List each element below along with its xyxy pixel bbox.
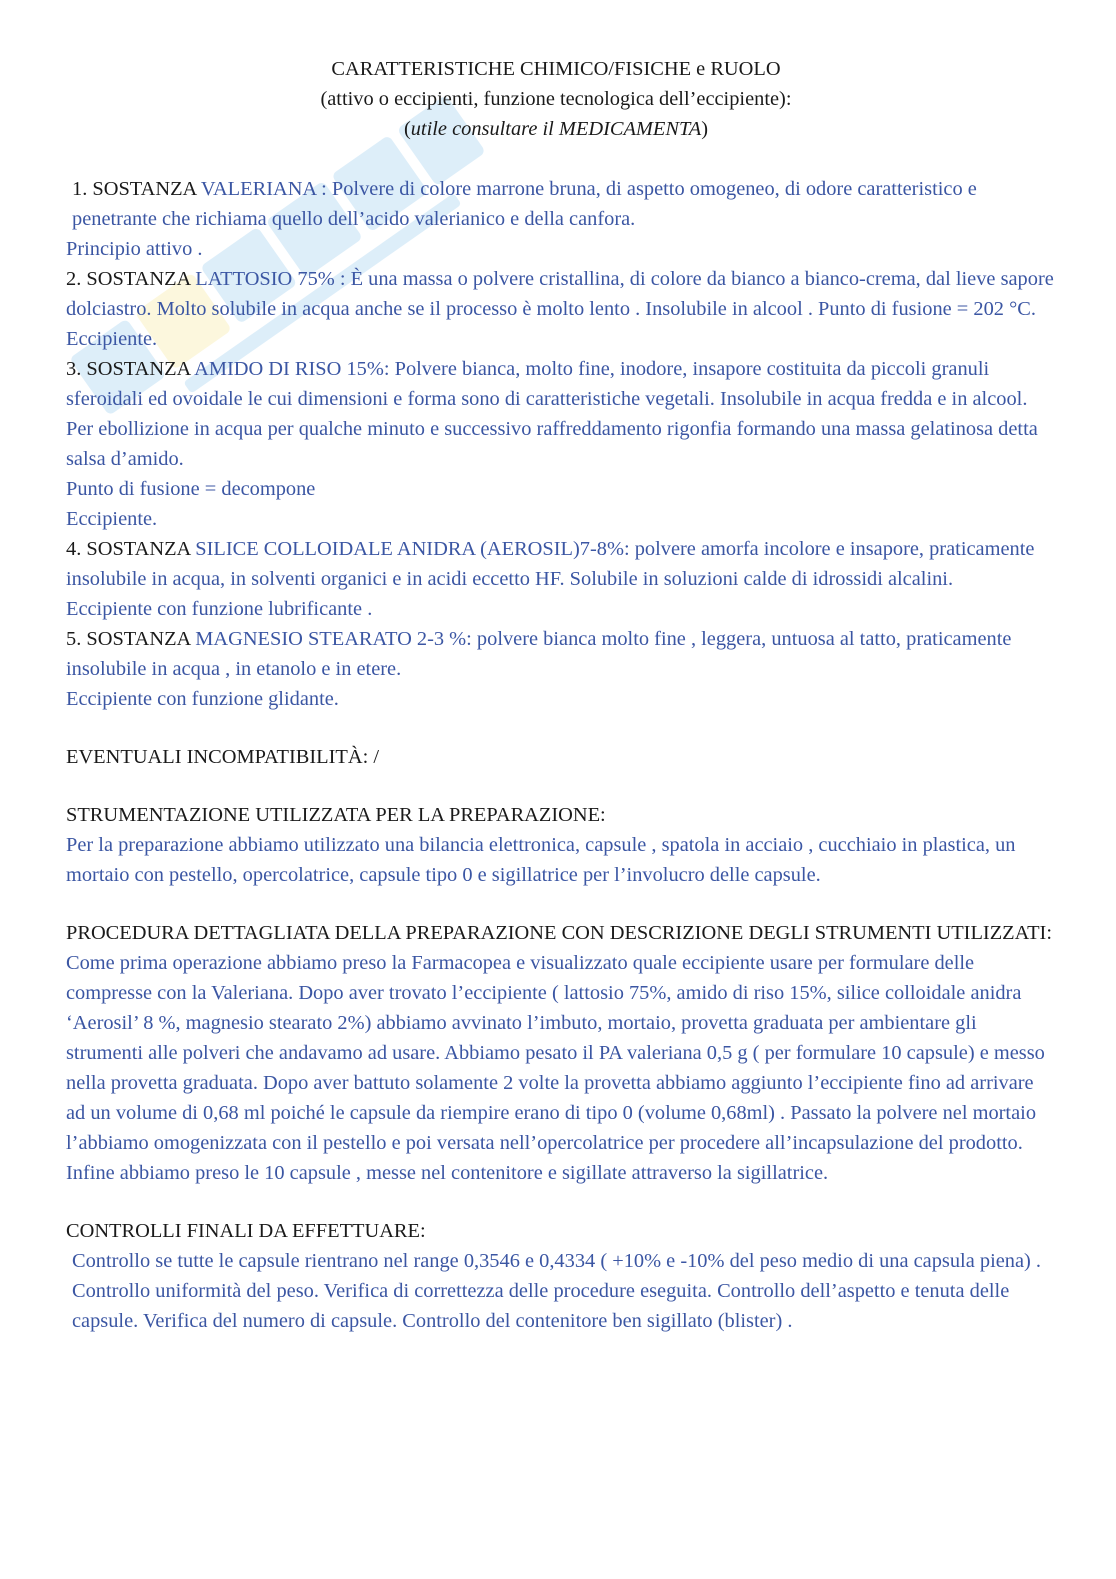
title-line-1: CARATTERISTICHE CHIMICO/FISICHE e RUOLO: [331, 58, 781, 80]
substance-description: SILICE COLLOIDALE ANIDRA (AEROSIL)7-8%: polvere amorfa incolore e insapore, praticamente insolubile in acqua, in solventi organici e in acidi eccetto HF. Solubile in soluzioni calde di idrossidi alcalini.: [66, 538, 1035, 590]
instruments-heading: STRUMENTAZIONE UTILIZZATA PER LA PREPARAZIONE:: [66, 804, 606, 826]
substance-label: 4. SOSTANZA: [66, 538, 196, 560]
substance-description: MAGNESIO STEARATO 2-3 %: polvere bianca molto fine , leggera, untuosa al tatto, praticamente insolubile in acqua , in etanolo e in etere.: [66, 628, 1012, 680]
substance-role: Eccipiente.: [66, 328, 158, 350]
substance-label: 5. SOSTANZA: [66, 628, 196, 650]
document-title: [56, 54, 1056, 144]
substance-label: 2. SOSTANZA: [66, 268, 196, 290]
substance-label: 3. SOSTANZA: [66, 358, 195, 380]
substance-2: [66, 264, 1056, 354]
substance-role: Principio attivo .: [66, 238, 203, 260]
incompatibility-heading: EVENTUALI INCOMPATIBILITÀ: /: [66, 746, 380, 768]
substance-extra: Punto di fusione = decompone: [66, 478, 316, 500]
substance-role: Eccipiente con funzione glidante.: [66, 688, 339, 710]
substance-role: Eccipiente con funzione lubrificante .: [66, 598, 373, 620]
title-line-3: (utile consultare il MEDICAMENTA): [403, 118, 709, 140]
substance-description: AMIDO DI RISO 15%: Polvere bianca, molto fine, inodore, insapore costituita da piccoli granuli sferoidali ed ovoidale le cui dimensioni e forma sono di caratteristiche vegetali. Insolubile in acqua fredda e in alcool. Per ebollizione in acqua per qualche minuto e successivo raffreddamento rigonfia formando una massa gelatinosa detta salsa d’amido.: [66, 358, 1038, 470]
substance-5: [66, 624, 1056, 714]
instruments-text: Per la preparazione abbiamo utilizzato una bilancia elettronica, capsule , spatola in acciaio , cucchiaio in plastica, un mortaio con pestello, opercolatrice, capsule tipo 0 e sigillatrice per l’involucro delle capsule.: [66, 834, 1016, 886]
controls-text: Controllo se tutte le capsule rientrano nel range 0,3546 e 0,4334 ( +10% e -10% del peso medio di una capsula piena) . Controllo uniformità del peso. Verifica di correttezza delle procedure eseguita. Controllo dell’aspetto e tenuta delle capsule. Verifica del numero di capsule. Controllo del contenitore ben sigillato (blister) .: [72, 1250, 1042, 1332]
document-page: [66, 54, 1056, 1336]
procedure-text: Come prima operazione abbiamo preso la Farmacopea e visualizzato quale eccipiente usare per formulare delle compresse con la Valeriana. Dopo aver trovato l’eccipiente ( lattosio 75%, amido di riso 15%, silice colloidale anidra ‘Aerosil’ 8 %, magnesio stearato 2%) abbiamo avvinato l’imbuto, mortaio, provetta graduata per ambientare gli strumenti alle polveri che andavamo ad usare. Abbiamo pesato il PA valeriana 0,5 g ( per formulare 10 capsule) e messo nella provetta graduata. Dopo aver battuto solamente 2 volte la provetta abbiamo aggiunto l’eccipiente fino ad arrivare ad un volume di 0,68 ml poiché le capsule da riempire erano di tipo 0 (volume 0,68ml) . Passato la polvere nel mortaio l’abbiamo omogenizzata con il pestello e poi versata nell’opercolatrice per procedere all’incapsulazione del prodotto. Infine abbiamo preso le 10 capsule , messe nel contenitore e sigillate attraverso la sigillatrice.: [66, 952, 1045, 1184]
title-line-2: (attivo o eccipienti, funzione tecnologica dell’eccipiente):: [320, 88, 792, 110]
substance-1: [66, 174, 1056, 234]
substance-4: [66, 534, 1056, 624]
substance-description: LATTOSIO 75% : È una massa o polvere cristallina, di colore da bianco a bianco-crema, dal lieve sapore dolciastro. Molto solubile in acqua anche se il processo è molto lento . Insolubile in alcool . Punto di fusione = 202 °C.: [66, 268, 1054, 320]
substance-label: 1. SOSTANZA: [72, 178, 201, 200]
substance-description: VALERIANA : Polvere di colore marrone bruna, di aspetto omogeneo, di odore caratteristico e penetrante che richiama quello dell’acido valerianico e della canfora.: [72, 178, 977, 230]
controls-heading: CONTROLLI FINALI DA EFFETTUARE:: [66, 1220, 426, 1242]
procedure-heading: PROCEDURA DETTAGLIATA DELLA PREPARAZIONE CON DESCRIZIONE DEGLI STRUMENTI UTILIZZATI:: [66, 922, 1053, 944]
substance-3: [66, 354, 1056, 534]
substance-role: Eccipiente.: [66, 508, 158, 530]
